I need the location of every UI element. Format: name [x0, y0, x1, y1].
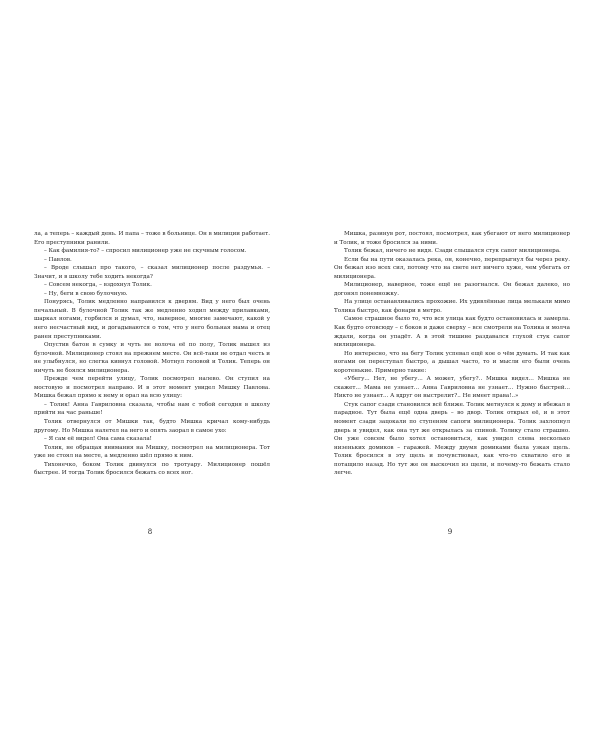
paragraph: – Ну, беги в свою булочную.	[44, 290, 128, 297]
paragraph: – Вроде слышал про такого, – сказал милиционер после раздумья. – Значит, и в школу тебе ходить некогда?	[34, 265, 270, 280]
paragraph: – Я сам её видел! Она сама сказала!	[44, 436, 152, 443]
paragraph: Толик, не обращая внимания на Мишку, посмотрел на милиционера. Тот уже не стоял на месте, а медленно шёл прямо к ним.	[34, 444, 270, 460]
paragraph: «Убегу... Нет, не убегу... А может, убегу?.. Мишка видел... Мишка не скажет... Мама не узнает... Анна Гавриловна не узнает... Нужно быстрей... Никто не узнает... А вдруг он выстрелит?.. Не имеет права!..»	[334, 376, 570, 400]
right-page	[300, 0, 600, 750]
left-page-text	[34, 230, 270, 478]
paragraph: Опустив батон в сумку и чуть не волоча её по полу, Толик вышел из булочной. Милиционер стоял на прежнем месте. Он всё-таки не отдал честь и не улыбнулся, но слегка кивнул головой. Мотнул головой и Толик. Теперь он ничуть не боялся милиционера.	[34, 342, 270, 374]
paragraph: – Совсем некогда, – вздохнул Толик.	[44, 282, 152, 289]
paragraph: Самое страшное было то, что вся улица как будто остановилась и замерла. Как будто отовсюду – с боков и даже сверху – все смотрели на Толика и молча ждали, когда он упадёт. А в этой тишине раздавался глухой стук сапог милиционера.	[334, 316, 570, 349]
page-number-right: 9	[447, 528, 453, 536]
paragraph: ла, а теперь – каждый день. И папа – тоже в больнице. Он в милиции работает. Его преступники ранили.	[34, 231, 270, 246]
right-page-text	[334, 230, 570, 478]
paragraph: Прежде чем перейти улицу, Толик посмотрел налево. Он ступил на мостовую и посмотрел направо. И в этот момент увидел Мишку Павлова. Мишка бежал прямо к нему и орал на всю улицу:	[34, 376, 270, 400]
paragraph: – Как фамилия-то? – спросил милиционер уже не скучным голосом.	[44, 248, 247, 255]
page-number-left: 8	[147, 528, 153, 536]
paragraph: Толик отвернулся от Мишки так, будто Мишка кричал кому-нибудь другому. Но Мишка налетел на него и опять заорал в самое ухо:	[34, 419, 270, 434]
paragraph: Если бы на пути оказалась река, он, конечно, перепрыгнул бы через реку. Он бежал изо всех сил, потому что на свете нет ничего хуже, чем убегать от милиционера.	[334, 256, 570, 280]
paragraph: – Павлов.	[44, 256, 72, 263]
paragraph: Но интересно, что на бегу Толик успевал ещё кое о чём думать. И так как ногами он переступал быстро, а дышал часто, то и мысли его были очень коротенькие. Примерно такие:	[334, 350, 570, 374]
paragraph: Стук сапог сзади становился всё ближе. Толик метнулся к дому и вбежал в парадное. Тут была ещё одна дверь – во двор. Толик открыл её, и в этот момент сзади зацокали по ступеням сапоги милиционера. Толик захлопнул дверь и увидел, как она тут же открылась за спиной. Толику стало страшно. Он уже совсем было хотел остановиться, как увидел слева несколько низеньких домиков – гаражей. Между двумя домиками была узкая щель. Толик бросился в эту щель и почувствовал, как что-то схватило его и потащило назад. Но тут же он выскочил из щели, и почему-то бежать стало легче.	[334, 401, 570, 477]
paragraph: Тихонечко, боком Толик двинулся по тротуару. Милиционер пошёл быстрее. И тогда Толик бросился бежать со всех ног.	[34, 461, 270, 477]
paragraph: Понурясь, Толик медленно направился к дверям. Вид у него был очень печальный. В булочной Толик так же медленно ходил между прилавками, шаркал ногами, горбился и думал, что, наверное, многие замечают, какой у него несчастный вид, и догадываются о том, что у него больная мама и отец ранен преступниками.	[34, 299, 270, 340]
paragraph: Мишка, разинув рот, постоял, посмотрел, как убегают от него милиционер и Толик, и тоже бросился за ними.	[334, 231, 570, 246]
paragraph: Милиционер, наверное, тоже ещё не разогнался. Он бежал далеко, но догонял понемножку.	[334, 282, 570, 297]
paragraph: Толик бежал, ничего не видя. Сзади слышался стук сапог милиционера.	[344, 248, 561, 255]
paragraph: На улице останавливались прохожие. Их удивлённые лица мелькали мимо Толика быстро, как фонари в метро.	[334, 299, 570, 314]
paragraph: – Толик! Анна Гавриловна сказала, чтобы нам с тобой сегодня в школу прийти на час раньше!	[34, 401, 270, 417]
